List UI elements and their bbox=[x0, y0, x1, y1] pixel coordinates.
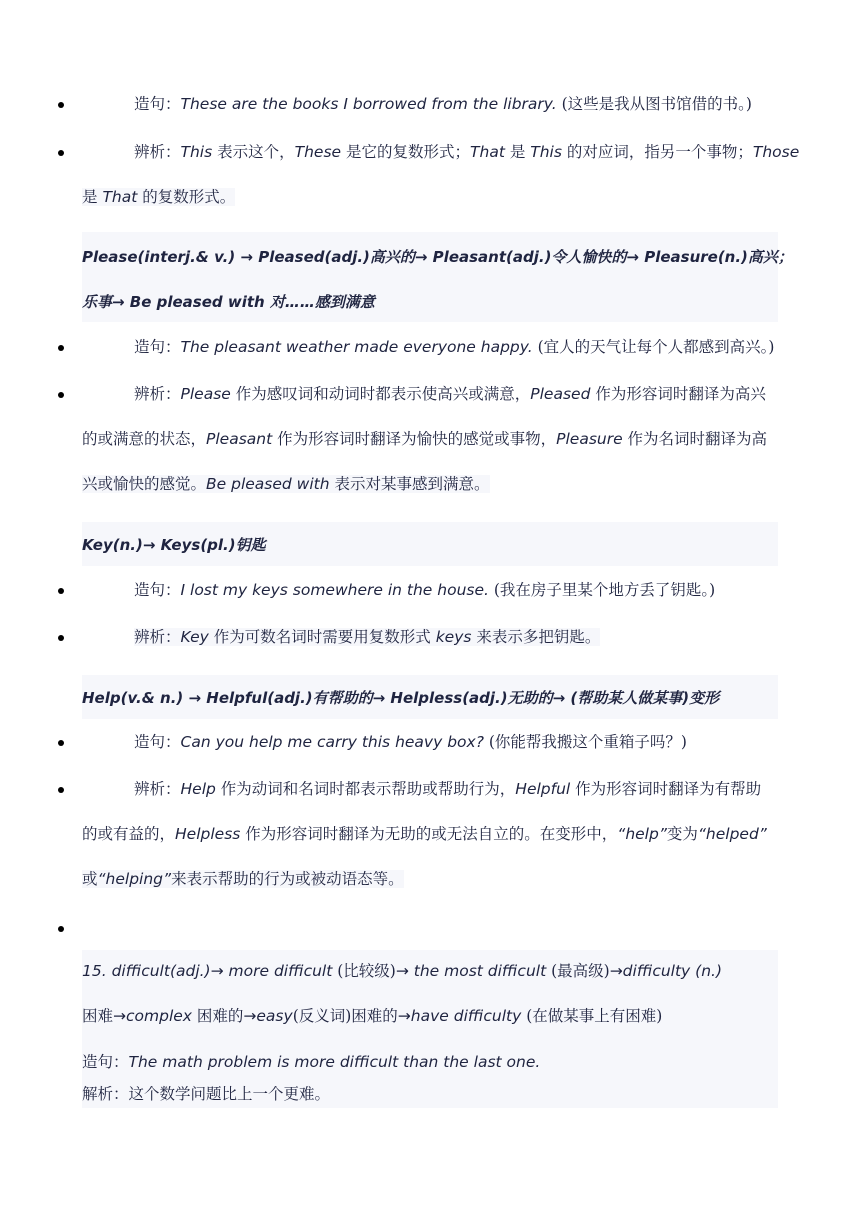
text-run: 来表示多把钥匙。 bbox=[471, 628, 601, 646]
bullet bbox=[58, 740, 64, 746]
text-run: 是它的复数形式； bbox=[341, 143, 471, 161]
text-run: Those bbox=[752, 143, 800, 161]
analysis-please-cont2 bbox=[82, 473, 778, 495]
text-run: Helpful bbox=[515, 780, 571, 798]
text-run: 15. difficult(adj.)→ more difficult bbox=[82, 962, 333, 980]
analysis-help-cont2 bbox=[82, 868, 778, 890]
text-run: 作为感叹词和动词时都表示使高兴或满意， bbox=[230, 385, 531, 403]
text-run: 作为形容词时翻译为无助的或无法自立的。在变形中， bbox=[240, 825, 618, 843]
bullet bbox=[58, 102, 64, 108]
text-run: “helped” bbox=[697, 825, 767, 843]
bullet bbox=[58, 345, 64, 351]
analysis-this-these-cont bbox=[82, 186, 778, 208]
text-run: “helping” bbox=[97, 870, 172, 888]
text-run: 作为形容词时翻译为愉快的感觉或事物， bbox=[272, 430, 557, 448]
text-run: Helpless bbox=[175, 825, 241, 843]
text-run: 表示这个， bbox=[212, 143, 295, 161]
text-run: (反义词)困难的 bbox=[292, 1007, 398, 1025]
text-run: Be pleased with bbox=[206, 475, 330, 493]
text-run: 是 bbox=[82, 188, 103, 206]
text-run: Please bbox=[180, 385, 231, 403]
analysis-help-cont bbox=[82, 823, 778, 845]
vocab-heading-please bbox=[82, 232, 793, 322]
bullet bbox=[58, 635, 64, 641]
text-run: 作为名词时翻译为高 bbox=[622, 430, 768, 448]
bullet bbox=[58, 588, 64, 594]
heading-line: Key(n.)→ Keys(pl.)钥匙 bbox=[82, 536, 266, 554]
bullet bbox=[58, 392, 64, 398]
heading-line: Help(v.& n.) → Helpful(adj.)有帮助的→ Helpless(adj.)无助的→ (帮助某人做某事)变形 bbox=[82, 689, 720, 707]
analysis-please-cont bbox=[82, 428, 778, 450]
text-run: That bbox=[102, 188, 138, 206]
heading-line: Please(interj.& v.) → Pleased(adj.)高兴的→ Pleasant(adj.)令人愉快的→ Pleasure(n.)高兴； bbox=[82, 248, 793, 266]
bullet bbox=[58, 150, 64, 156]
heading-line: 乐事→ Be pleased with 对……感到满意 bbox=[82, 293, 375, 311]
example-sentence-books: 造句：These are the books I borrowed from the library. (这些是我从图书馆借的书。) bbox=[134, 95, 752, 113]
text-run: (最高级) bbox=[546, 962, 610, 980]
text-run: Key bbox=[180, 628, 209, 646]
text-run: These bbox=[294, 143, 342, 161]
text-run: 来表示帮助的行为或被动语态等。 bbox=[171, 870, 404, 888]
difficult-line-1 bbox=[82, 960, 778, 982]
text-run: →have difficulty bbox=[397, 1007, 522, 1025]
text-run: 的或有益的， bbox=[82, 825, 176, 843]
bullet bbox=[58, 926, 64, 932]
text-run: Pleasure bbox=[556, 430, 623, 448]
text-run: Pleasant bbox=[206, 430, 273, 448]
example-sentence-pleasant: 造句：The pleasant weather made everyone happy. (宜人的天气让每个人都感到高兴。) bbox=[134, 338, 775, 356]
text-run: 困难的 bbox=[191, 1007, 244, 1025]
text-run: Help bbox=[180, 780, 216, 798]
text-run: 作为形容词时翻译为有帮助 bbox=[570, 780, 762, 798]
text-run: 的或满意的状态， bbox=[82, 430, 207, 448]
text-run: This bbox=[180, 143, 213, 161]
text-run: 的复数形式。 bbox=[137, 188, 236, 206]
difficult-analysis: 解析：这个数学问题比上一个更难。 bbox=[82, 1085, 331, 1103]
text-run: → the most difficult bbox=[395, 962, 547, 980]
text-run: “help” bbox=[617, 825, 667, 843]
analysis-key: 辨析：Key 作为可数名词时需要用复数形式 keys 来表示多把钥匙。 bbox=[134, 628, 601, 646]
text-run: 作为形容词时翻译为高兴 bbox=[590, 385, 766, 403]
analysis-help: 辨析：Help 作为动词和名词时都表示帮助或帮助行为，Helpful 作为形容词时翻译为有帮助 bbox=[134, 780, 762, 798]
text-run: This bbox=[530, 143, 562, 161]
text-run: (比较级) bbox=[332, 962, 396, 980]
text-run: 的对应词，指另一个事物； bbox=[561, 143, 753, 161]
text-run: 表示对某事感到满意。 bbox=[329, 475, 490, 493]
vocab-heading-help bbox=[82, 675, 778, 719]
text-run: Pleased bbox=[530, 385, 591, 403]
text-run: 困难 bbox=[82, 1007, 114, 1025]
analysis-this-these: 辨析：This 表示这个，These 是它的复数形式；That 是 This 的对应词，指另一个事物；Those bbox=[134, 143, 800, 161]
bullet bbox=[58, 787, 64, 793]
example-sentence-keys: 造句：I lost my keys somewhere in the house. (我在房子里某个地方丢了钥匙。) bbox=[134, 581, 716, 599]
text-run: keys bbox=[435, 628, 472, 646]
text-run: (在做某事上有困难) bbox=[521, 1007, 663, 1025]
difficult-line-2 bbox=[82, 1005, 778, 1027]
example-sentence-help: 造句：Can you help me carry this heavy box? (你能帮我搬这个重箱子吗？) bbox=[134, 733, 687, 751]
text-run: →easy bbox=[243, 1007, 293, 1025]
text-run: 作为可数名词时需要用复数形式 bbox=[208, 628, 436, 646]
vocab-heading-key bbox=[82, 522, 778, 566]
text-run: →complex bbox=[113, 1007, 192, 1025]
text-run: 或 bbox=[82, 870, 98, 888]
text-run: 是 bbox=[504, 143, 531, 161]
text-run: 兴或愉快的感觉。 bbox=[82, 475, 207, 493]
text-run: 变为 bbox=[666, 825, 698, 843]
text-run: 作为动词和名词时都表示帮助或帮助行为， bbox=[215, 780, 516, 798]
analysis-please: 辨析：Please 作为感叹词和动词时都表示使高兴或满意，Pleased 作为形容词时翻译为高兴 bbox=[134, 385, 766, 403]
difficult-example: 造句：The math problem is more difficult than the last one. bbox=[82, 1053, 541, 1071]
text-run: →difficulty (n.) bbox=[609, 962, 722, 980]
text-run: That bbox=[470, 143, 505, 161]
